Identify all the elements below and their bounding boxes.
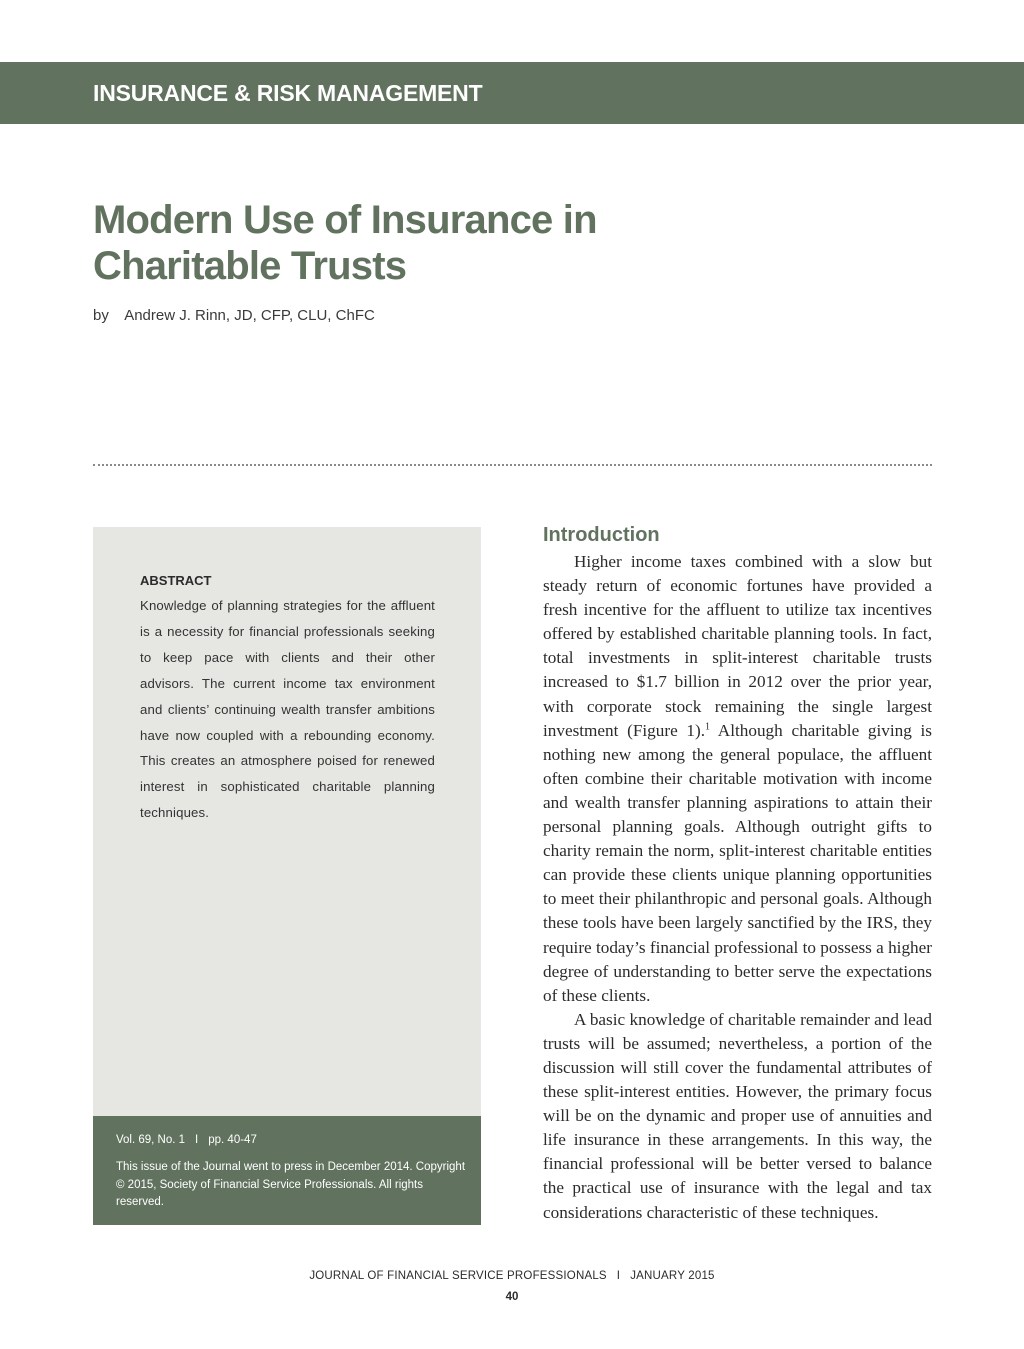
introduction-body (543, 550, 932, 1225)
volume-line (116, 1134, 257, 1146)
footer-separator: I (616, 1270, 621, 1282)
dotted-divider (93, 464, 932, 466)
introduction-paragraph: A basic knowledge of charitable remainder and lead trusts will be assumed; nevertheless, a portion of the discussion will still cover the fundamental attributes of these split-interest entities. However, the primary focus will be on the dynamic and proper use of annuities and life insurance in these arrangements. In this way, the financial professional will be better versed to balance the practical use of insurance with the legal and tax considerations characteristic of these techniques. (543, 1009, 932, 1222)
byline-by-label: by (93, 307, 109, 324)
abstract-heading: ABSTRACT (140, 573, 212, 588)
section-label: INSURANCE & RISK MANAGEMENT (93, 80, 483, 106)
issue-date: JANUARY 2015 (630, 1270, 715, 1282)
page-range: pp. 40-47 (208, 1134, 257, 1146)
paragraph-text: Although charitable giving is nothing new among the general populace, the affluent often combine their charitable motivation with income and wealth transfer planning aspirations to attain their personal planning goals. Although outright gifts to charity remain the norm, split-interest charitable entities can provide these clients unique planning opportunities to meet their philanthropic and personal goals. Although these tools have been largely sanctified by the IRS, they require today’s financial professional to possess a higher degree of understanding to better serve the expectations of these clients. (543, 720, 933, 1005)
page-number: 40 (505, 1291, 519, 1303)
article-title: Modern Use of Insurance in Charitable Trusts (93, 198, 597, 288)
byline (93, 307, 375, 324)
page-footer (0, 1270, 1024, 1282)
introduction-heading: Introduction (543, 524, 660, 546)
volume-separator: I (195, 1134, 199, 1146)
journal-name: JOURNAL OF FINANCIAL SERVICE PROFESSIONALS (309, 1270, 607, 1282)
copyright-note: This issue of the Journal went to press in December 2014. Copyright © 2015, Society of Financial Service Professionals. All rights reserved. (116, 1161, 466, 1208)
abstract-panel (93, 527, 481, 1116)
abstract-text: Knowledge of planning strategies for the affluent is a necessity for financial professionals seeking to keep pace with clients and their other advisors. The current income tax environment and clients’ continuing wealth transfer ambitions have now coupled with a rebounding economy. This creates an atmosphere poised for renewed interest in sophisticated charitable planning techniques. (140, 598, 435, 821)
volume-number: Vol. 69, No. 1 (116, 1134, 186, 1146)
section-banner (0, 62, 1024, 124)
introduction-paragraph (543, 550, 932, 1008)
author-name: Andrew J. Rinn, JD, CFP, CLU, ChFC (124, 307, 375, 324)
publication-info-panel (93, 1116, 481, 1225)
paragraph-text: Higher income taxes combined with a slow but steady return of economic fortunes have provided a fresh incentive for the affluent to utilize tax incentives offered by established charitable planning tools. In fact, total investments in split-interest charitable trusts increased to $1.7 billion in 2012 over the prior year, with corporate stock remaining the single largest investment (Figure 1). (543, 552, 932, 740)
footnote-marker[interactable]: 1 (705, 720, 711, 732)
